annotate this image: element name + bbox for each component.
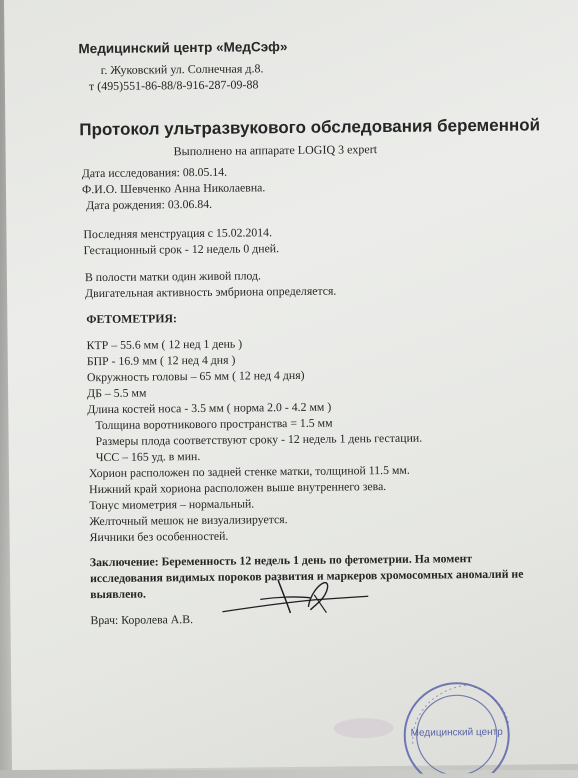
gestational-age: Гестационный срок - 12 недель 0 дней. [83,241,280,258]
clinic-address: г. Жуковский ул. Солнечная д.8. [100,61,264,77]
fetometry-line: Размеры плода соответствуют сроку - 12 недель 1 день гестации. [95,430,423,449]
stamp-center-text: Медицинский центр [410,726,503,739]
birth-date: Дата рождения: 03.06.84. [86,196,213,213]
fetometry-line: Яичники без особенностей. [89,528,229,545]
fetometry-line: Нижний край хориона расположен выше внутреннего зева. [89,479,387,497]
finding-line: В полости матки один живой плод. [84,268,262,285]
conclusion-line: выявлено. [90,586,146,602]
fetometry-heading: ФЕТОМЕТРИЯ: [86,311,178,327]
fetometry-line: Желточный мешок не визуализируется. [89,512,288,529]
conclusion-line: исследования видимых пороков развития и маркеров хромосомных аномалий не [89,566,524,586]
clinic-name: Медицинский центр «МедСэф» [78,39,288,57]
fetometry-line: Длина костей носа - 3.5 мм ( норма 2.0 - 4.2 мм ) [87,399,332,417]
fetometry-line: Толщина воротникового пространства = 1.5 мм [95,415,333,433]
device-line: Выполнено на аппарате LOGIQ 3 expert [173,142,378,159]
document-sheet [4,0,578,770]
fetometry-line: ЧСС – 165 уд. в мин. [95,448,201,465]
doctor-line: Врач: Королева А.В. [90,612,194,628]
fetometry-line: КТР – 55.6 мм ( 12 нед 1 день ) [86,336,243,353]
clinic-stamp [396,673,517,774]
clinic-phone: т (495)551-86-88/8-916-287-09-88 [88,77,259,94]
fetometry-line: Тонус миометрия – нормальный. [89,496,255,513]
exam-date: Дата исследования: 08.05.14. [81,164,228,181]
doctor-signature [220,576,370,624]
fetometry-line: ДБ – 5.5 мм [87,385,147,401]
fetometry-line: БПР - 16.9 мм ( 12 нед 4 дня ) [86,352,236,369]
fetometry-line: Окружность головы – 65 мм ( 12 нед 4 дня) [86,367,305,385]
finding-line: Двигательная активность эмбриона определяется. [85,283,337,301]
conclusion-line: Заключение: Беременность 12 недель 1 день по фетометрии. На момент [89,551,473,570]
last-period: Последняя менструация с 15.02.2014. [83,225,273,242]
patient-name: Ф.И.О. Шевченко Анна Николаевна. [81,180,266,197]
fetometry-line: Хорион расположен по задней стенке матки, толщиной 11.5 мм. [88,462,410,481]
document-title: Протокол ультразвукового обследования беременной [79,115,541,140]
faint-ink-smudge [323,708,403,749]
